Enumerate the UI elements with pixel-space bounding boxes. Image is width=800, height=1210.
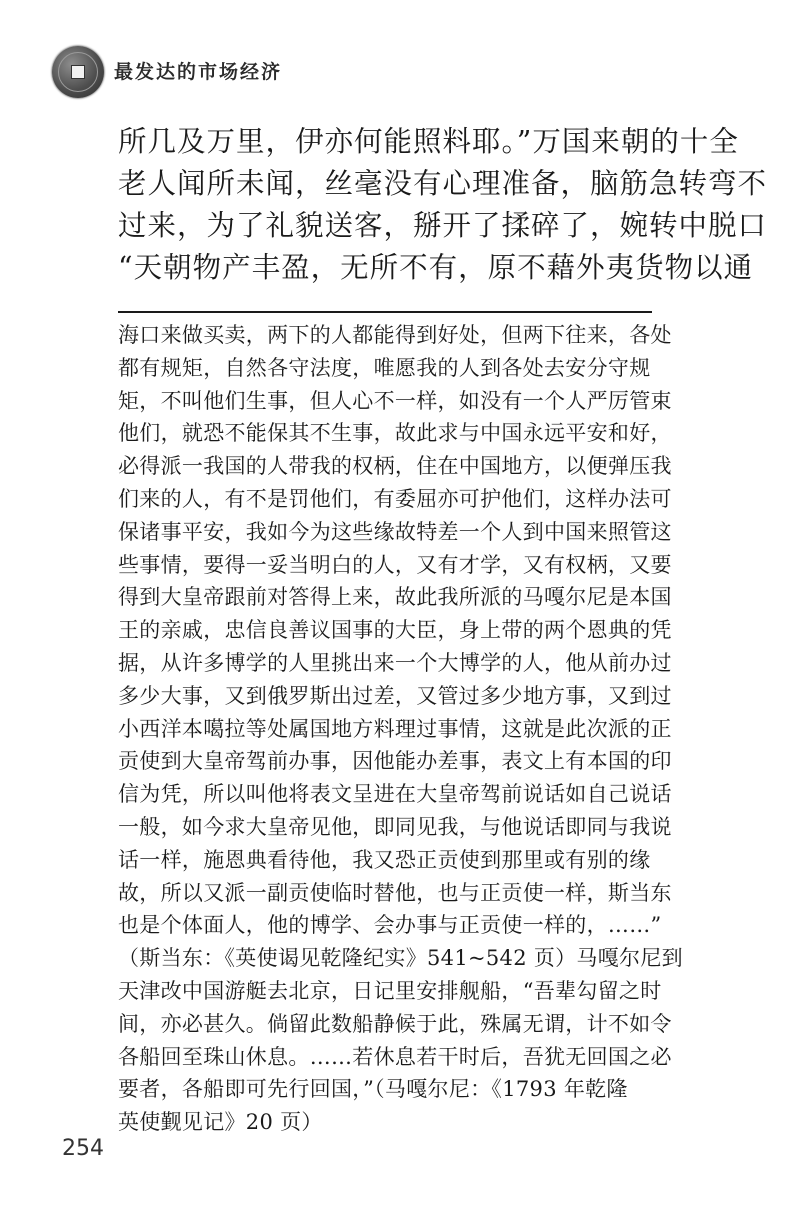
running-header-title: 最发达的市场经济: [114, 61, 283, 83]
quote-text-line: 天津改中国游艇去北京，日记里安排舰船，“吾辈勾留之时: [118, 978, 662, 1003]
quote-text-line: 小西洋本噶拉等处属国地方料理过事情，这就是此次派的正: [118, 716, 672, 741]
quote-text-line: 他们，就恐不能保其不生事，故此求与中国永远平安和好，: [118, 421, 672, 446]
main-text-line: 老人闻所未闻，丝毫没有心理准备，脑筋急转弯不: [118, 167, 768, 200]
quote-text-line: 话一样，施恩典看待他，我又恐正贡使到那里或有别的缘: [118, 847, 651, 872]
page-number: 254: [62, 1136, 104, 1161]
section-divider: [118, 311, 652, 313]
quote-text-line: 们来的人，有不是罚他们，有委屈亦可护他们，这样办法可: [118, 486, 672, 511]
quote-text-line: 王的亲戚，忠信良善议国事的大臣，身上带的两个恩典的凭: [118, 618, 672, 643]
ancient-coin-icon: [52, 46, 104, 98]
quote-text-line: 信为凭，所以叫他将表文呈进在大皇帝驾前说话如自己说话: [118, 782, 672, 807]
main-text-line: “天朝物产丰盈，无所不有，原不藉外夷货物以通: [118, 251, 754, 284]
quote-text-line: 得到大皇帝跟前对答得上来，故此我所派的马嘎尔尼是本国: [118, 585, 672, 610]
quote-text-line: （斯当东：《英使谒见乾隆纪实》541~542 页）马嘎尔尼到: [118, 946, 683, 971]
quote-text-line: 也是个体面人，他的博学、会办事与正贡使一样的，……”: [118, 913, 662, 938]
quote-text-line: 英使觐见记》20 页）: [118, 1110, 323, 1135]
main-text-line: 所几及万里，伊亦何能照料耶。”万国来朝的十全: [118, 125, 739, 158]
running-header: [52, 42, 652, 102]
quote-text-line: 要者，各船即可先行回国，”（马嘎尔尼：《1793 年乾隆: [118, 1077, 628, 1102]
quote-text-line: 多少大事，又到俄罗斯出过差，又管过多少地方事，又到过: [118, 683, 672, 708]
quote-text-line: 故，所以又派一副贡使临时替他，也与正贡使一样，斯当东: [118, 880, 672, 905]
quotation-text: [118, 319, 683, 1139]
quote-text-line: 一般，如今求大皇帝见他，即同见我，与他说话即同与我说: [118, 814, 672, 839]
quote-text-line: 必得派一我国的人带我的权柄，住在中国地方，以便弹压我: [118, 454, 672, 479]
quote-text-line: 都有规矩，自然各守法度，唯愿我的人到各处去安分守规: [118, 355, 651, 380]
quote-text-line: 间，亦必甚久。倘留此数船静候于此，殊属无谓，计不如令: [118, 1011, 672, 1036]
main-text-line: 过来，为了礼貌送客，掰开了揉碎了，婉转中脱口: [118, 209, 768, 242]
main-body-text: [118, 121, 768, 289]
quote-text-line: 海口来做买卖，两下的人都能得到好处，但两下往来，各处: [118, 323, 672, 347]
quote-text-line: 各船回至珠山休息。……若休息若干时后，吾犹无回国之必: [118, 1044, 672, 1069]
quote-text-line: 贡使到大皇帝驾前办事，因他能办差事，表文上有本国的印: [118, 749, 672, 774]
quote-text-line: 保诸事平安，我如今为这些缘故特差一个人到中国来照管这: [118, 519, 672, 544]
quote-text-line: 据，从许多博学的人里挑出来一个大博学的人，他从前办过: [118, 650, 672, 675]
quote-text-line: 矩，不叫他们生事，但人心不一样，如没有一个人严厉管束: [118, 388, 672, 413]
quote-text-line: 些事情，要得一妥当明白的人，又有才学，又有权柄，又要: [118, 552, 672, 577]
